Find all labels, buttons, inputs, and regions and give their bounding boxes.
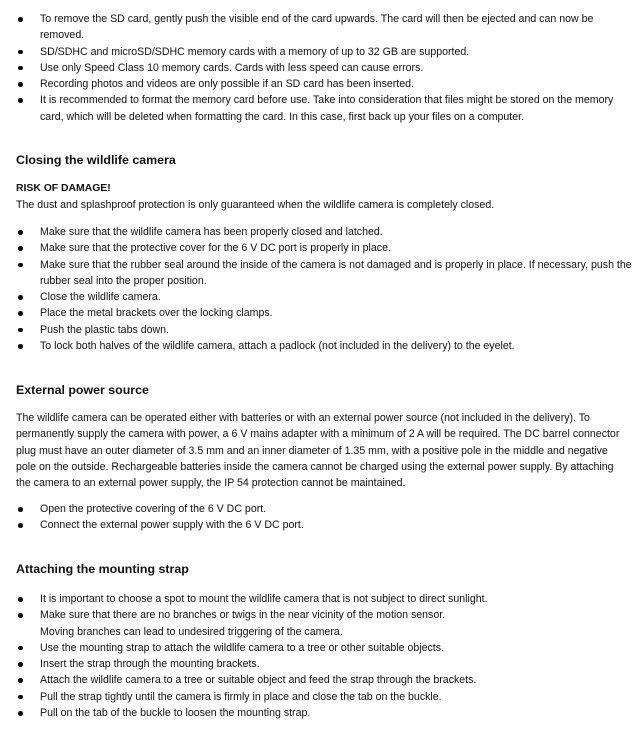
list-item: Pull the strap tightly until the camera is firmly in place and close the tab on the buckle.	[0, 689, 641, 705]
strap-heading: Attaching the mounting strap	[16, 562, 189, 576]
list-item: It is important to choose a spot to mount the wildlife camera that is not subject to direct sunlight.	[0, 591, 641, 607]
risk-of-damage-text: The dust and splashproof protection is only guaranteed when the wildlife camera is completely closed.	[16, 199, 495, 211]
strap-steps-section	[0, 591, 641, 721]
sd-card-notes-list	[0, 11, 641, 125]
list-item: Use only Speed Class 10 memory cards. Cards with less speed can cause errors.	[0, 60, 641, 76]
power-heading: External power source	[16, 383, 149, 397]
list-item: Make sure that the rubber seal around the inside of the camera is not damaged and is properly in place. If necessary, push the rubber seal into the proper position.	[0, 257, 641, 290]
power-steps-section	[0, 501, 641, 534]
closing-steps-section	[0, 224, 641, 354]
list-item: Pull on the tab of the buckle to loosen the mounting strap.	[0, 705, 641, 721]
closing-steps-list	[0, 224, 641, 354]
list-item: Push the plastic tabs down.	[0, 322, 641, 338]
list-item: To lock both halves of the wildlife camera, attach a padlock (not included in the delivery) to the eyelet.	[0, 338, 641, 354]
list-item: Make sure that there are no branches or twigs in the near vicinity of the motion sensor.	[0, 607, 641, 623]
list-item: Connect the external power supply with the 6 V DC port.	[0, 517, 641, 533]
power-paragraph: The wildlife camera can be operated either with batteries or with an external power source (not included in the delivery). To permanently supply the camera with power, a 6 V mains adapter with a minimum of 2 A will be required. The DC barrel connector plug must have an outer diameter of 3.5 mm and an inner diameter of 1.35 mm, with a positive pole in the middle and negative pole on the outside. Rechargeable batteries inside the camera cannot be charged using the external power supply. By attaching the camera to an external power supply, the IP 54 protection cannot be maintained.	[16, 412, 620, 490]
list-item: Recording photos and videos are only possible if an SD card has been inserted.	[0, 76, 641, 92]
list-item: Use the mounting strap to attach the wildlife camera to a tree or other suitable objects.	[0, 640, 641, 656]
list-item: Make sure that the protective cover for the 6 V DC port is properly in place.	[0, 240, 641, 256]
power-steps-list	[0, 501, 641, 534]
list-item: Attach the wildlife camera to a tree or suitable object and feed the strap through the brackets.	[0, 672, 641, 688]
list-item: Open the protective covering of the 6 V DC port.	[0, 501, 641, 517]
list-item: Close the wildlife camera.	[0, 289, 641, 305]
list-item: Insert the strap through the mounting brackets.	[0, 656, 641, 672]
list-item: To remove the SD card, gently push the visible end of the card upwards. The card will then be ejected and can now be removed.	[0, 11, 641, 44]
list-item: Make sure that the wildlife camera has been properly closed and latched.	[0, 224, 641, 240]
closing-heading: Closing the wildlife camera	[16, 153, 176, 167]
strap-steps-list	[0, 591, 641, 721]
sd-card-notes-section	[0, 11, 641, 125]
risk-of-damage-title: RISK OF DAMAGE!	[16, 183, 111, 194]
list-item: It is recommended to format the memory card before use. Take into consideration that files might be stored on the memory card, which will be deleted when formatting the card. In this case, first back up your files on a computer.	[0, 92, 641, 125]
list-item: Moving branches can lead to undesired triggering of the camera.	[40, 625, 343, 638]
list-item: SD/SDHC and microSD/SDHC memory cards with a memory of up to 32 GB are supported.	[0, 44, 641, 60]
list-item: Place the metal brackets over the locking clamps.	[0, 305, 641, 321]
